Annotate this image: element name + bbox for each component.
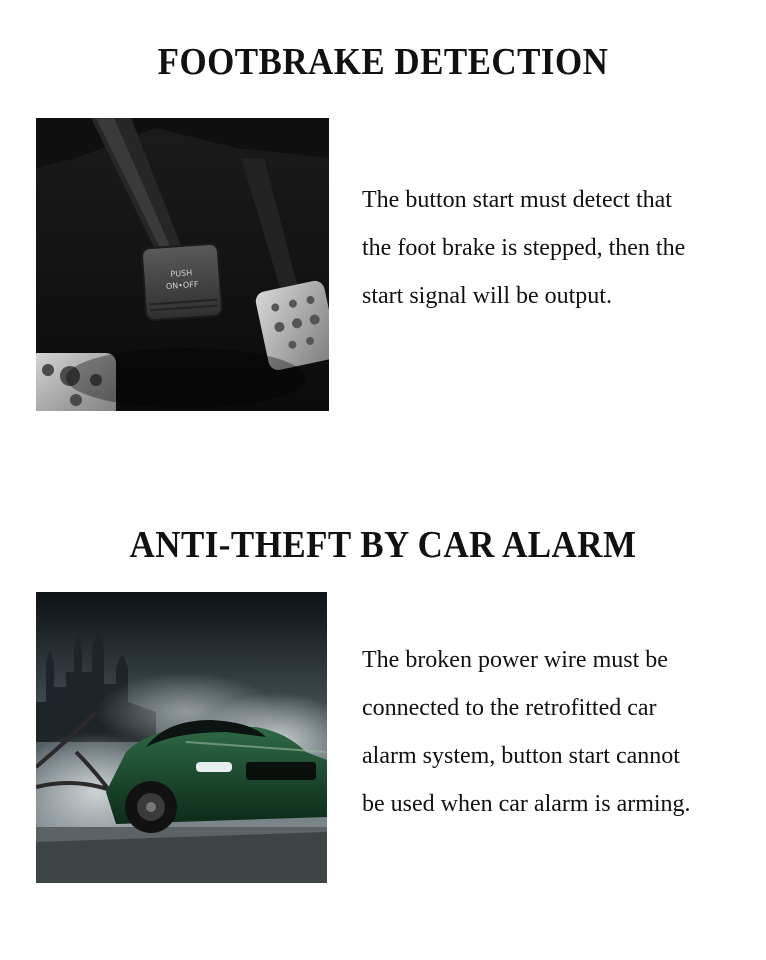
anti-theft-description-line: The broken power wire must be	[362, 647, 668, 673]
anti-theft-description-line: connected to the retrofitted car	[362, 695, 657, 721]
footbrake-description-line: start signal will be output.	[362, 283, 612, 309]
pedal-label-onoff: ON•OFF	[165, 279, 199, 292]
anti-theft-description	[362, 636, 752, 828]
footbrake-description	[362, 176, 752, 320]
footbrake-description-line: The button start must detect that	[362, 187, 672, 213]
section-title-footbrake: FOOTBRAKE DETECTION	[157, 41, 609, 83]
sports-car-chains-photo	[36, 592, 327, 883]
brake-pedal-photo	[36, 118, 329, 411]
footbrake-description-line: the foot brake is stepped, then the	[362, 235, 686, 261]
anti-theft-description-line: alarm system, button start cannot	[362, 743, 680, 769]
anti-theft-description-line: be used when car alarm is arming.	[362, 791, 691, 817]
section-title-anti-theft: ANTI-THEFT BY CAR ALARM	[129, 524, 637, 566]
pedal-label-push: PUSH	[170, 268, 193, 279]
